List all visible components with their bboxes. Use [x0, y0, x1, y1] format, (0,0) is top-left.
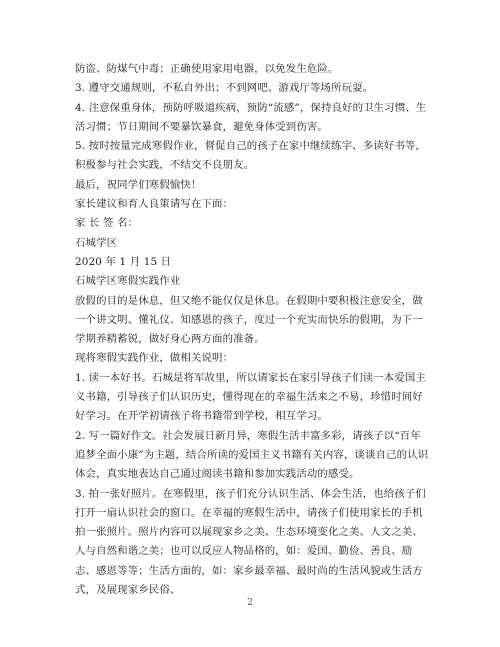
section-title: 石城学区寒假实践作业 [75, 275, 181, 288]
parent-suggestion-prompt: 家长建议和育人良策请写在下面： [75, 198, 234, 211]
paragraph-instructions: 现将寒假实践作业，做相关说明： [75, 352, 234, 365]
paragraph-intro: 放假的目的是休息，但又绝不能仅仅是休息。在假期中要积极注意安全，做一个讲文明、懂礼仪、知感恩的孩子，度过一个充实而快乐的假期，为下一学期养精蓄锐，做好身心两方面的准备。 [75, 294, 423, 346]
paragraph-safety-continued: 防盗、防煤气中毒；正确使用家用电器，以免发生危险。 [75, 63, 339, 75]
document-date: 2020 年 1 月 15 日 [75, 255, 172, 268]
document-body [75, 60, 430, 600]
paragraph-task-essay: 2. 写一篇好作文。社会发展日新月异，寒假生活丰富多彩，请孩子以“百年追梦全面小康”为主题，结合所读的爱国主义书籍有关内容，谈谈自己的认识体会，真实地表达自己通过阅读书籍和参加实践活动的感受。 [75, 429, 429, 481]
paragraph-task-photo: 3. 拍一张好照片。在寒假里，孩子们充分认识生活、体会生活，也给孩子们打开一扇认识社会的窗口。在幸福的寒假生活中，请孩子们使用家长的手机拍一张照片。照片内容可以展现家乡之美、生态环境变化之美、人文之美、人与自然和谐之美；也可以反应人物品格的，如：爱国、勤俭、善良、励志、感恩等等；生活方面的，如：家乡最幸福、最时尚的生活风貌或生活方式，及展现家乡民俗、 [75, 487, 426, 597]
page-number: 2 [247, 598, 253, 608]
paragraph-task-reading: 1. 读一本好书。石城是将军故里，所以请家长在家引导孩子们读一本爱国主义书籍，引导孩子们认识历史，懂得现在的幸福生活来之不易，珍惜时间好好学习。在开学初请孩子将书籍带到学校，相互学习。 [75, 371, 426, 423]
paragraph-health: 4. 注意保重身体，预防呼吸道疾病，预防“流感”，保持良好的卫生习惯、生活习惯；节日期间不要暴饮暴食，避免身体受到伤害。 [75, 101, 427, 133]
closing-wishes: 最后，祝同学们寒假愉快！ [75, 178, 202, 191]
parent-signature-label: 家 长 签 名： [75, 217, 139, 230]
paragraph-homework: 5. 按时按量完成寒假作业，督促自己的孩子在家中继续练字、多读好书等，积极参与社会实践，不结交不良朋友。 [75, 140, 426, 172]
paragraph-traffic-rules: 3. 遵守交通规则，不私自外出；不到网吧、游戏厅等场所玩耍。 [75, 82, 374, 95]
school-district-name: 石城学区 [75, 236, 118, 249]
